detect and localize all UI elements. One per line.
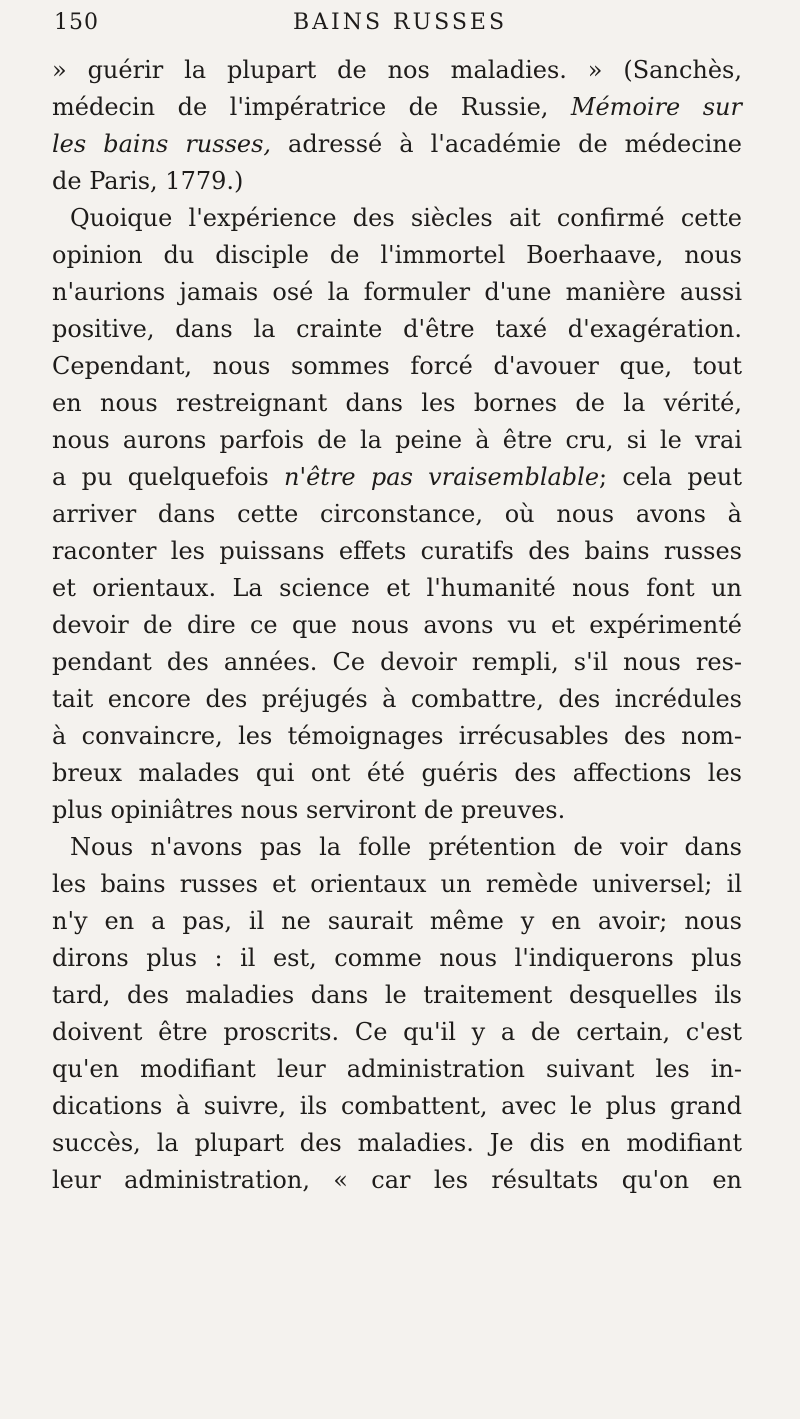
line-text-after: adressé à l'académie de médecine <box>271 130 742 158</box>
line-text: qu'en modifiant leur administration suivant les in- <box>52 1055 742 1083</box>
line-text: devoir de dire ce que nous avons vu et expérimenté <box>52 611 742 639</box>
line-text: tait encore des préjugés à combattre, des incrédules <box>52 685 742 713</box>
line-text: raconter les puissans effets curatifs des bains russes <box>52 537 742 565</box>
text-line <box>52 570 742 607</box>
text-line <box>52 1162 742 1199</box>
line-text: positive, dans la crainte d'être taxé d'exagération. <box>52 315 742 343</box>
text-line <box>52 644 742 681</box>
line-text: » guérir la plupart de nos maladies. » (Sanchès, <box>52 56 742 84</box>
text-line <box>52 237 742 274</box>
line-text: à convaincre, les témoignages irrécusables des nom- <box>52 722 742 750</box>
text-line <box>52 755 742 792</box>
line-text: médecin de l'impératrice de Russie, <box>52 93 571 121</box>
line-text: opinion du disciple de l'immortel Boerhaave, nous <box>52 241 742 269</box>
text-line <box>52 274 742 311</box>
line-text: et orientaux. La science et l'humanité nous font un <box>52 574 742 602</box>
text-line <box>52 903 742 940</box>
line-text: en nous restreignant dans les bornes de la vérité, <box>52 389 742 417</box>
line-text: de Paris, 1779.) <box>52 167 244 195</box>
line-text: doivent être proscrits. Ce qu'il y a de certain, c'est <box>52 1018 742 1046</box>
line-text: les bains russes et orientaux un remède universel; il <box>52 870 742 898</box>
line-italic-text: n'être pas vraisemblable <box>284 463 600 491</box>
page-number: 150 <box>54 10 99 35</box>
text-line <box>52 385 742 422</box>
text-line <box>52 1014 742 1051</box>
line-text: pendant des années. Ce devoir rempli, s'il nous res- <box>52 648 742 676</box>
text-line <box>52 126 742 163</box>
text-line <box>52 1051 742 1088</box>
text-line <box>52 496 742 533</box>
line-text: leur administration, « car les résultats qu'on en <box>52 1166 742 1194</box>
text-line <box>52 200 742 237</box>
text-line <box>52 940 742 977</box>
line-text: plus opiniâtres nous serviront de preuves. <box>52 796 566 824</box>
text-line <box>52 977 742 1014</box>
body-text <box>52 52 742 1199</box>
text-line <box>52 533 742 570</box>
text-line <box>52 792 742 829</box>
text-line <box>52 1125 742 1162</box>
text-line <box>52 311 742 348</box>
line-text: a pu quelquefois <box>52 463 285 491</box>
line-text-after: ; cela peut <box>599 463 742 491</box>
text-line <box>52 607 742 644</box>
line-text: breux malades qui ont été guéris des affections les <box>52 759 742 787</box>
line-text: nous aurons parfois de la peine à être cru, si le vrai <box>52 426 742 454</box>
line-text: succès, la plupart des maladies. Je dis en modifiant <box>52 1129 742 1157</box>
line-text: Cependant, nous sommes forcé d'avouer que, tout <box>52 352 742 380</box>
line-text: n'y en a pas, il ne saurait même y en avoir; nous <box>52 907 742 935</box>
text-line <box>52 1088 742 1125</box>
text-line <box>52 459 742 496</box>
line-text: Quoique l'expérience des siècles ait confirmé cette <box>70 204 742 232</box>
text-line <box>52 348 742 385</box>
line-text: Nous n'avons pas la folle prétention de voir dans <box>70 833 742 861</box>
text-line <box>52 163 742 200</box>
line-text: dirons plus : il est, comme nous l'indiquerons plus <box>52 944 742 972</box>
line-italic-text: Mémoire sur <box>570 93 742 121</box>
line-text: arriver dans cette circonstance, où nous avons à <box>52 500 742 528</box>
line-italic-text: les bains russes, <box>52 130 272 158</box>
line-text: tard, des maladies dans le traitement desquelles ils <box>52 981 742 1009</box>
text-line <box>52 681 742 718</box>
line-text: n'aurions jamais osé la formuler d'une manière aussi <box>52 278 742 306</box>
text-line <box>52 866 742 903</box>
text-line <box>52 52 742 89</box>
text-line <box>52 829 742 866</box>
text-line <box>52 422 742 459</box>
text-line <box>52 89 742 126</box>
line-text: dications à suivre, ils combattent, avec le plus grand <box>52 1092 742 1120</box>
text-line <box>52 718 742 755</box>
running-header: BAINS RUSSES <box>292 10 508 35</box>
